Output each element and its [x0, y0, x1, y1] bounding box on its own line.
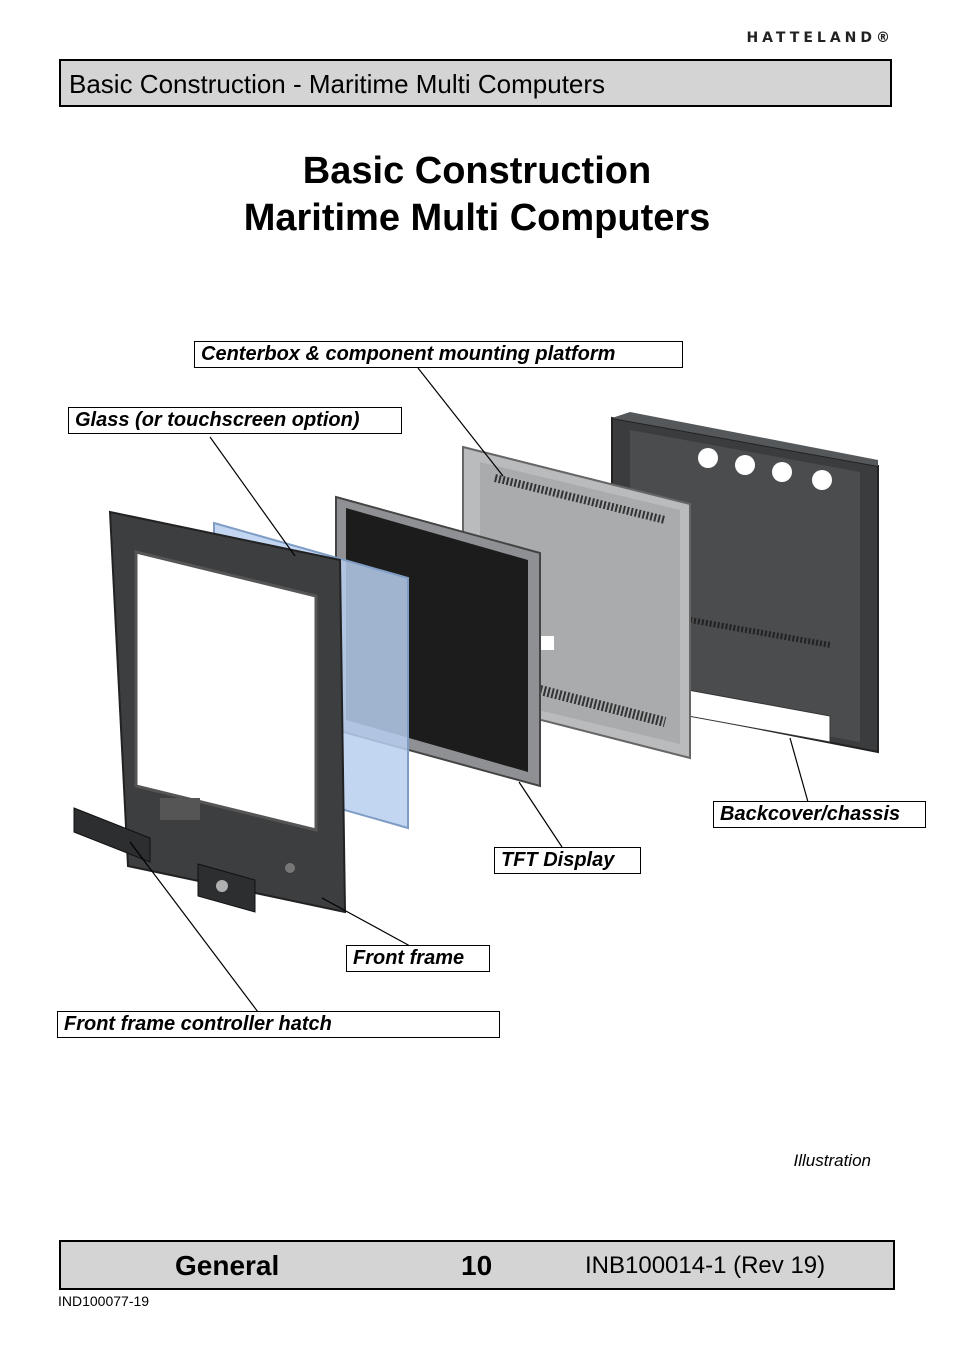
label-controller-hatch: Front frame controller hatch: [57, 1011, 500, 1038]
illustration-caption: Illustration: [793, 1151, 871, 1170]
footer-section: General: [175, 1250, 280, 1281]
label-glass: Glass (or touchscreen option): [68, 407, 402, 434]
footer-bar: [59, 1240, 895, 1290]
label-tft-display: TFT Display: [494, 847, 641, 874]
footer-page-number: 10: [461, 1250, 493, 1281]
label-centerbox: Centerbox & component mounting platform: [194, 341, 683, 368]
hatteland-logo: HATTELAND®: [746, 30, 894, 46]
label-backcover: Backcover/chassis: [713, 801, 926, 828]
document-id: IND100077-19: [58, 1293, 150, 1309]
header-title: Basic Construction - Maritime Multi Computers: [69, 69, 606, 99]
footer-doc-number: INB100014-1 (Rev 19): [585, 1252, 826, 1279]
page-title-line2: Maritime Multi Computers: [243, 197, 711, 239]
page-title-line1: Basic Construction: [302, 150, 652, 192]
label-front-frame: Front frame: [346, 945, 490, 972]
